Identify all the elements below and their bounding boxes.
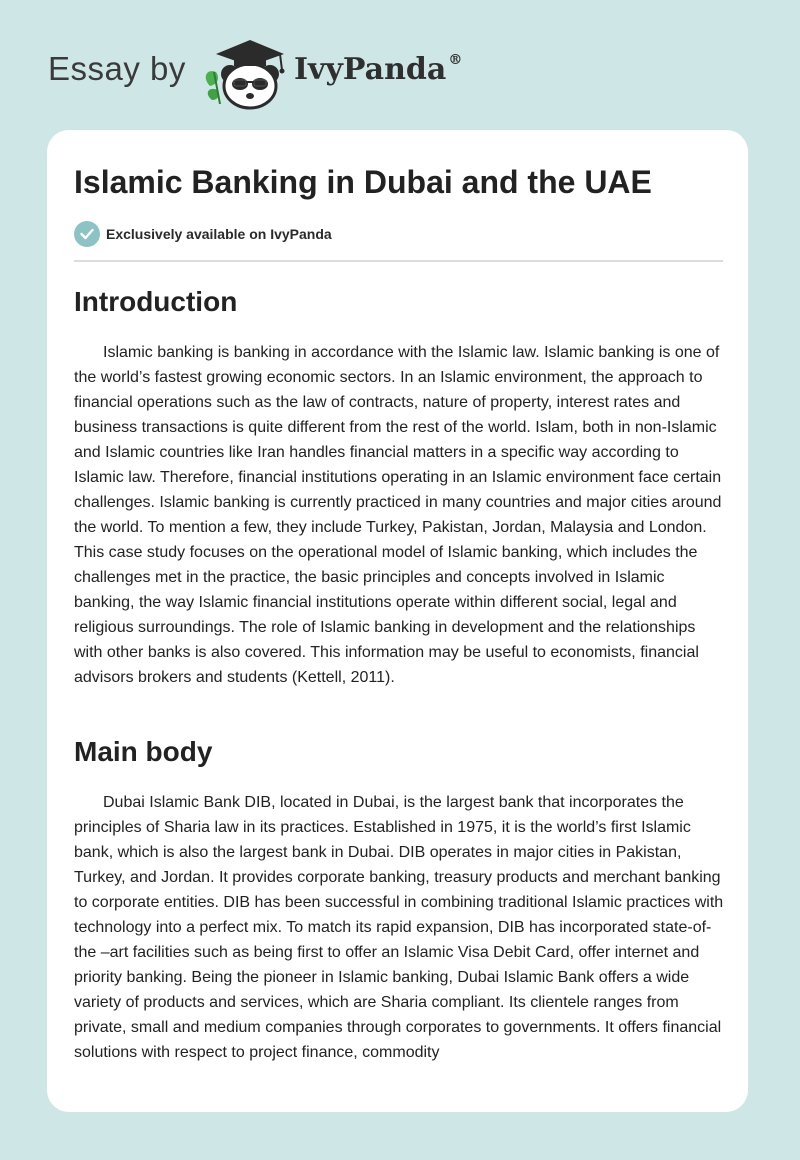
section-heading: Introduction (74, 286, 238, 317)
brand-name-text: IvyPanda (294, 52, 447, 87)
panda-graduate-logo-icon[interactable] (200, 34, 292, 110)
registered-mark: ® (448, 52, 463, 68)
section-main-body (74, 734, 724, 1065)
checkmark-icon (74, 221, 100, 247)
title-divider (74, 260, 723, 262)
section-paragraph: Dubai Islamic Bank DIB, located in Dubai, is the largest bank that incorporates the principles of Sharia law in its practices. Established in 1975, it is the world’s first Islamic bank, which is also the largest bank in Dubai. DIB operates in major cities in Pakistan, Turkey, and Jordan. It provides corporate banking, treasury products and merchant banking to corporate entities. DIB has been successful in combining traditional Islamic practices with technology into a perfect mix. To match its rapid expansion, DIB has incorporated state-of-the –art facilities such as being first to offer an Islamic Visa Debit Card, offer internet and priority banking. Being the pioneer in Islamic banking, Dubai Islamic Bank offers a wide variety of products and services, which are Sharia compliant. Its clientele ranges from private, small and medium companies through corporates to governments. It offers financial solutions with respect to project finance, commodity (74, 794, 724, 1061)
exclusive-badge (74, 221, 332, 247)
page-title: Islamic Banking in Dubai and the UAE (74, 164, 652, 200)
section-paragraph: Islamic banking is banking in accordance with the Islamic law. Islamic banking is one of the world’s fastest growing economic sectors. In an Islamic environment, the approach to financial operations such as the law of contracts, nature of property, interest rates and business transactions is quite different from the rest of the world. Islam, both in non-Islamic and Islamic countries like Iran handles financial matters in a specific way according to Islamic law. Therefore, financial institutions operating in an Islamic environment face certain challenges. Islamic banking is currently practiced in many countries and major cities around the world. To mention a few, they include Turkey, Pakistan, Jordan, Malaysia and London. This case study focuses on the operational model of Islamic banking, which includes the challenges met in the practice, the basic principles and concepts involved in Islamic banking, the way Islamic financial institutions operate within different social, legal and religious surroundings. The role of Islamic banking in development and the relationships with other banks is also covered. This information may be useful to economists, financial advisors brokers and students (Kettell, 2011). (74, 344, 722, 686)
essay-card (47, 130, 748, 1112)
ivypanda-wordmark[interactable] (294, 52, 462, 87)
essay-by-label: Essay by (48, 50, 186, 87)
section-introduction (74, 284, 724, 690)
section-heading: Main body (74, 736, 213, 767)
site-header (48, 30, 468, 110)
exclusive-badge-label: Exclusively available on IvyPanda (106, 226, 332, 242)
